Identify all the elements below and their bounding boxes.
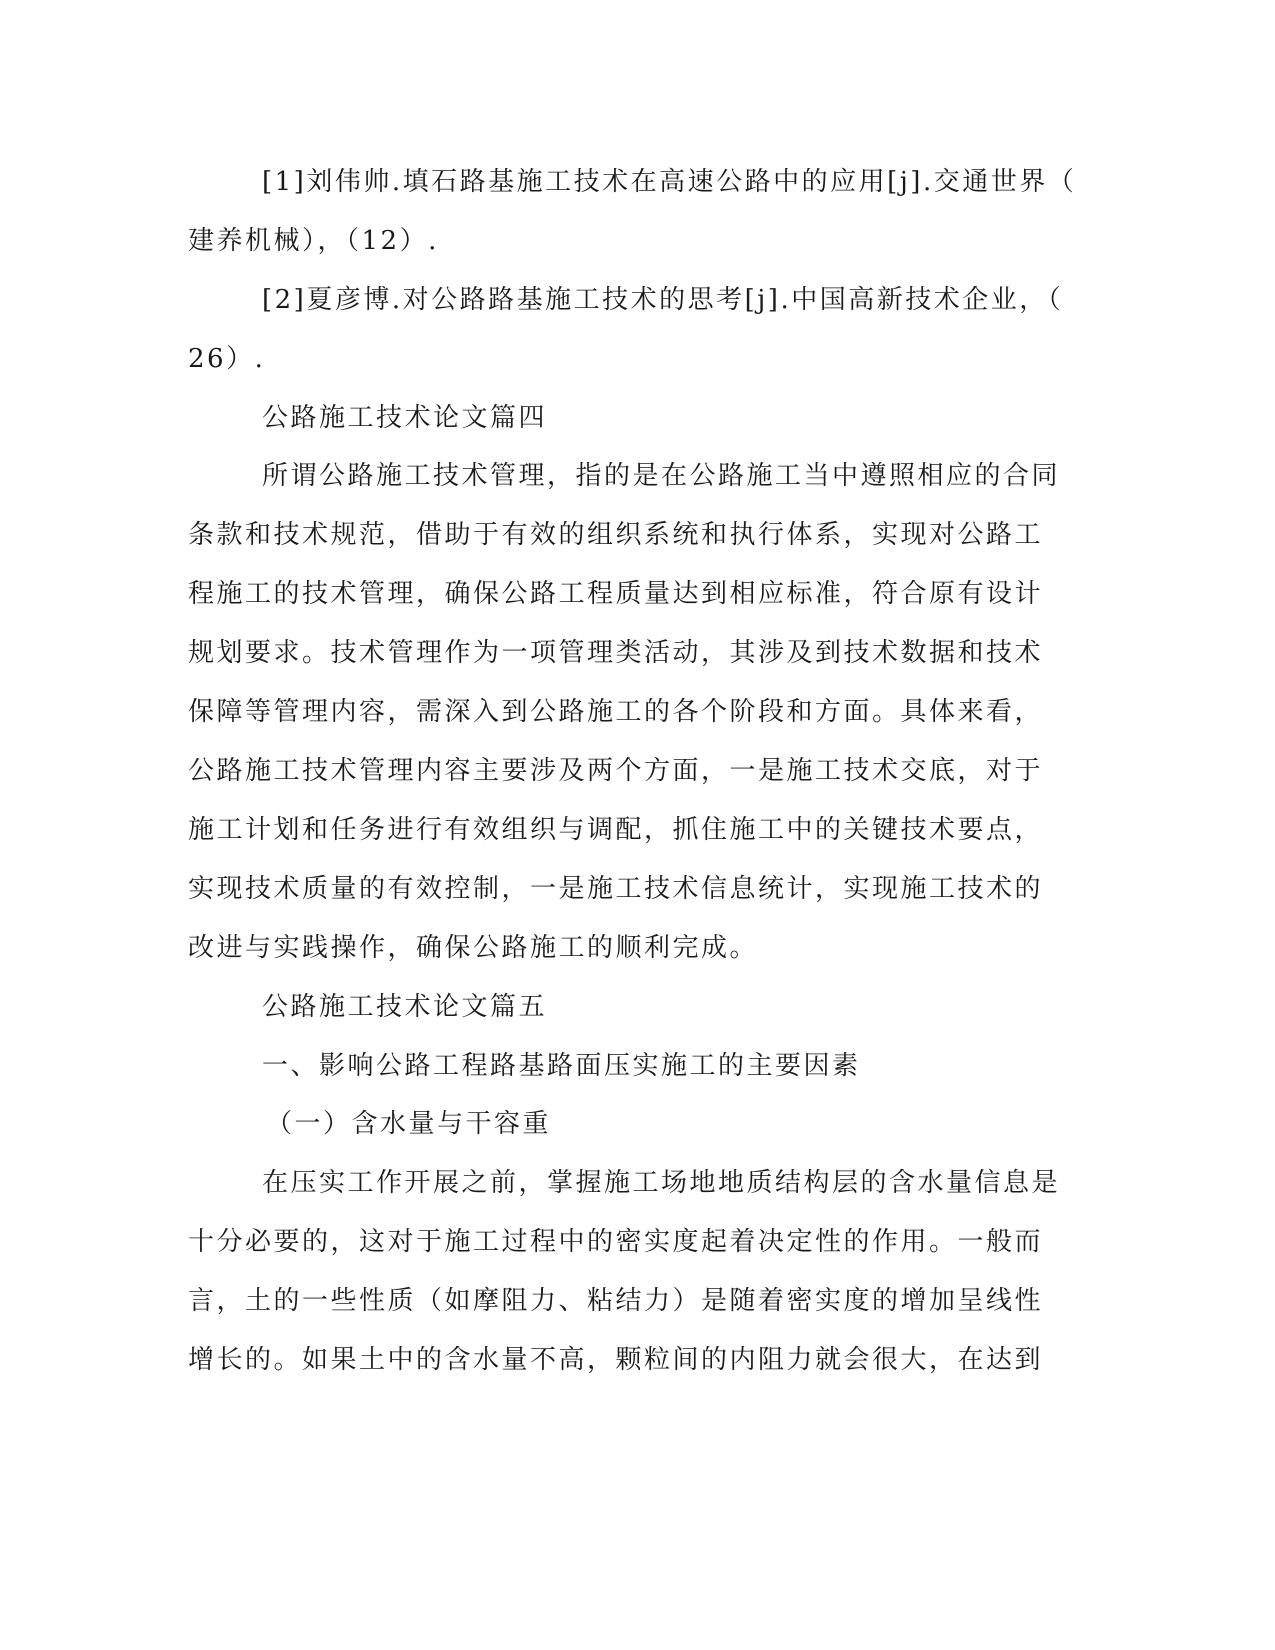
section-4-paragraph-line: 实现技术质量的有效控制，一是施工技术信息统计，实现施工技术的 <box>188 874 1044 904</box>
section-4-paragraph-line: 规划要求。技术管理作为一项管理类活动，其涉及到技术数据和技术 <box>188 638 1044 668</box>
section-4-paragraph-line: 施工计划和任务进行有效组织与调配，抓住施工中的关键技术要点， <box>188 815 1044 845</box>
section-5-paragraph-line: 增长的。如果土中的含水量不高，颗粒间的内阻力就会很大，在达到 <box>188 1345 1044 1375</box>
reference-1-line-2: 建养机械），（12）. <box>188 226 439 256</box>
section-5-paragraph-line: 十分必要的，这对于施工过程中的密实度起着决定性的作用。一般而 <box>188 1227 1044 1257</box>
section-4-paragraph-line: 保障等管理内容，需深入到公路施工的各个阶段和方面。具体来看， <box>188 697 1044 727</box>
section-5-subheading: （一）含水量与干容重 <box>266 1109 552 1139</box>
section-5-paragraph-line: 言，土的一些性质（如摩阻力、粘结力）是随着密实度的增加呈线性 <box>188 1286 1044 1316</box>
section-4-paragraph-line: 改进与实践操作，确保公路施工的顺利完成。 <box>188 933 759 963</box>
section-4-title: 公路施工技术论文篇四 <box>262 403 548 433</box>
reference-2-line-2: 26）. <box>188 344 266 374</box>
section-4-paragraph-line: 所谓公路施工技术管理，指的是在公路施工当中遵照相应的合同 <box>262 461 1061 491</box>
section-5-title: 公路施工技术论文篇五 <box>262 992 548 1022</box>
reference-2-line-1: [2]夏彦博.对公路路基施工技术的思考[j].中国高新技术企业，（ <box>262 285 1064 315</box>
section-5-paragraph-line: 在压实工作开展之前，掌握施工场地地质结构层的含水量信息是 <box>262 1168 1061 1198</box>
section-4-paragraph-line: 公路施工技术管理内容主要涉及两个方面，一是施工技术交底，对于 <box>188 756 1044 786</box>
section-4-paragraph-line: 程施工的技术管理，确保公路工程质量达到相应标准，符合原有设计 <box>188 579 1044 609</box>
reference-1-line-1: [1]刘伟帅.填石路基施工技术在高速公路中的应用[j].交通世界（ <box>262 167 1077 197</box>
section-5-heading: 一、影响公路工程路基路面压实施工的主要因素 <box>262 1051 861 1081</box>
section-4-paragraph-line: 条款和技术规范，借助于有效的组织系统和执行体系，实现对公路工 <box>188 520 1044 550</box>
